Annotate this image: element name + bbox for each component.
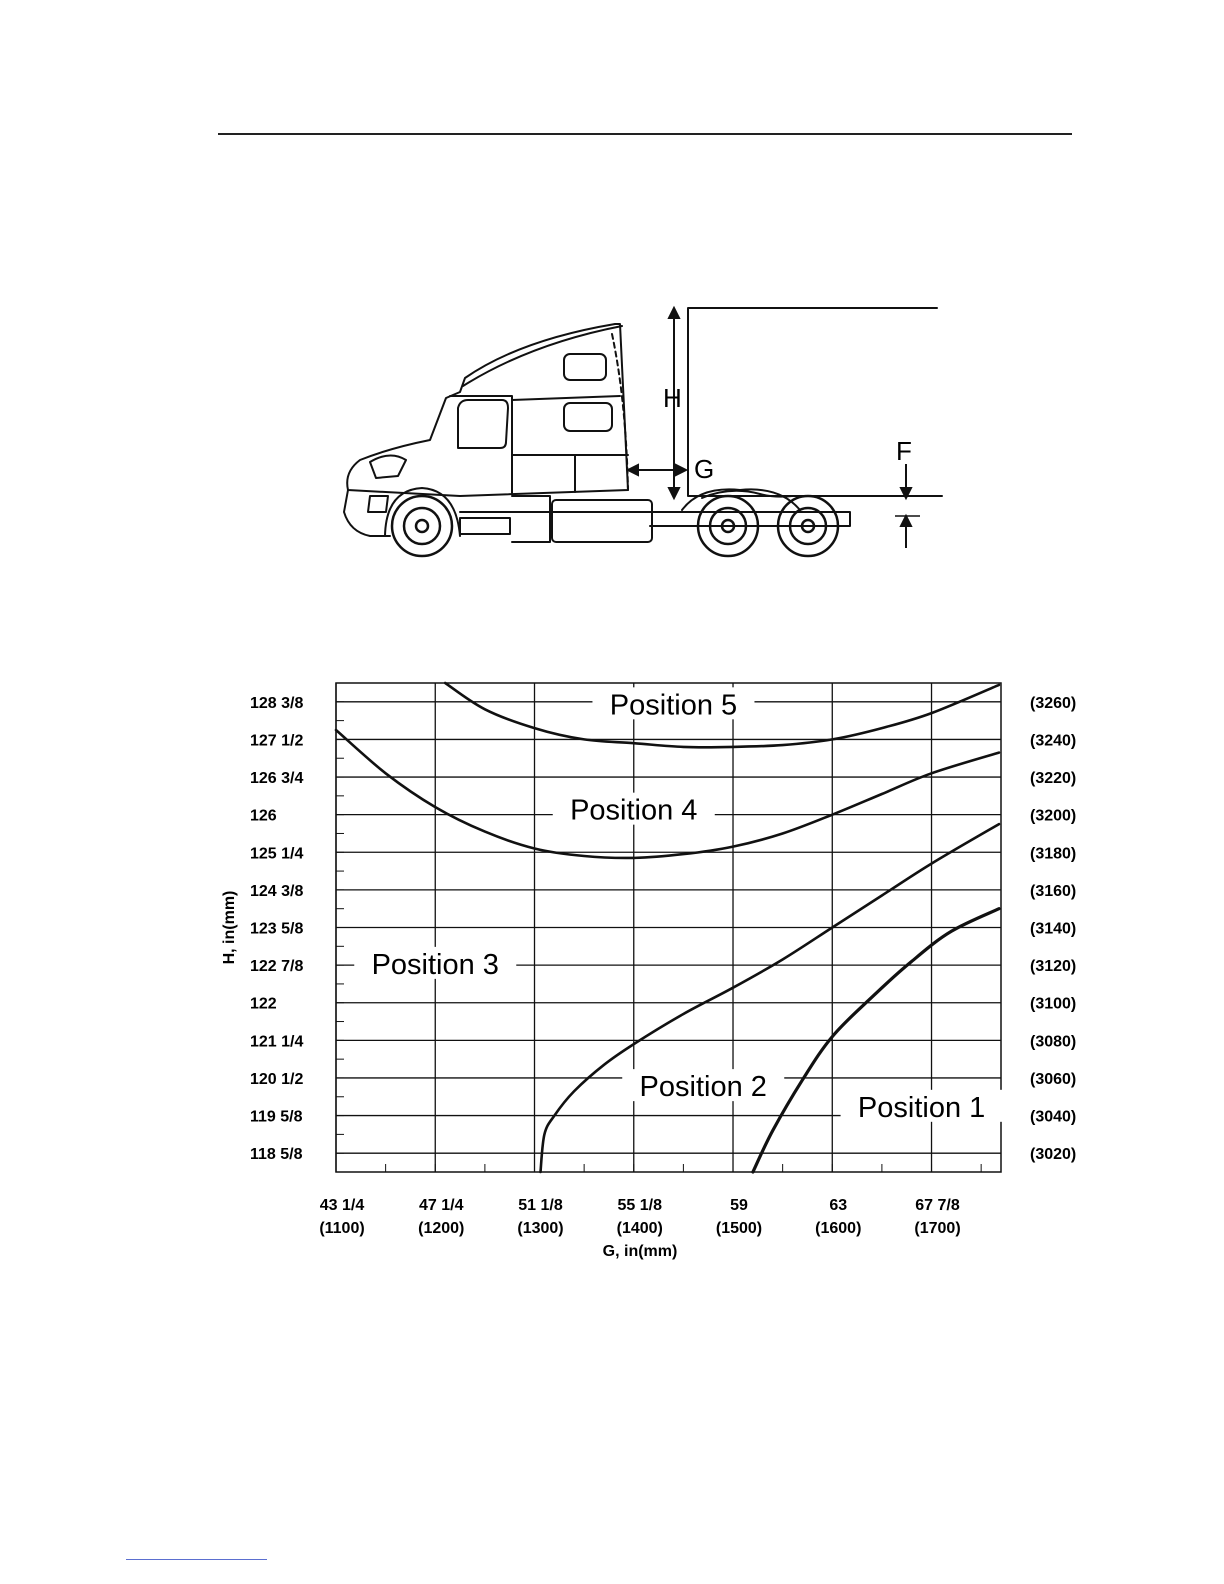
y-tick-label-mm: (3200) — [1030, 807, 1077, 825]
dimension-g-label: G — [694, 454, 715, 484]
y-tick-label: 122 — [250, 995, 277, 1013]
x-axis-label: G, in(mm) — [602, 1243, 678, 1260]
series-label-position-3: Position 3 — [371, 948, 499, 981]
y-tick-label: 126 3/4 — [250, 770, 304, 788]
y-tick-label: 120 1/2 — [250, 1070, 304, 1088]
position-chart — [200, 670, 1100, 1270]
x-tick-label: 63 — [829, 1197, 848, 1214]
series-label-position-5: Position 5 — [609, 689, 738, 722]
y-tick-label-mm: (3020) — [1030, 1146, 1077, 1164]
y-tick-label: 118 5/8 — [250, 1146, 303, 1164]
sleeper-line — [512, 396, 620, 400]
cab-rear-dashed — [612, 334, 628, 490]
series-label-position-2: Position 2 — [639, 1071, 767, 1104]
x-tick-label: 59 — [730, 1197, 748, 1214]
y-tick-label-mm: (3180) — [1030, 845, 1077, 863]
fuel-tank — [552, 500, 652, 542]
y-tick-label: 123 5/8 — [250, 920, 304, 938]
footer-link-rule — [126, 1559, 267, 1560]
x-tick-label: 47 1/4 — [419, 1197, 464, 1214]
y-tick-label: 124 3/8 — [250, 882, 304, 900]
dimension-f-label: F — [896, 436, 912, 466]
x-tick-label-mm: (1600) — [815, 1220, 862, 1237]
roof-fairing — [463, 326, 622, 386]
y-tick-label-mm: (3040) — [1030, 1108, 1077, 1126]
side-panel — [512, 496, 550, 542]
y-tick-label-mm: (3120) — [1030, 958, 1077, 976]
y-tick-label: 128 3/8 — [250, 694, 304, 712]
x-tick-label-mm: (1700) — [914, 1220, 961, 1237]
series-label-position-1: Position 1 — [857, 1091, 986, 1124]
y-tick-label-mm: (3220) — [1030, 770, 1077, 788]
y-tick-label-mm: (3140) — [1030, 920, 1077, 938]
y-tick-label-mm: (3260) — [1030, 694, 1077, 712]
y-tick-label-mm: (3240) — [1030, 732, 1077, 750]
y-tick-label: 125 1/4 — [250, 845, 304, 863]
cab-outline — [347, 324, 628, 496]
y-tick-label: 121 1/4 — [250, 1033, 304, 1051]
sleeper-window — [564, 403, 612, 431]
y-tick-label-mm: (3080) — [1030, 1033, 1077, 1051]
fog-light — [368, 496, 388, 512]
x-tick-label: 51 1/8 — [518, 1197, 563, 1214]
sleeper-panel — [512, 455, 628, 492]
headlight — [370, 455, 406, 478]
y-axis-label: H, in(mm) — [221, 890, 238, 965]
x-tick-label-mm: (1400) — [616, 1220, 663, 1237]
y-tick-label-mm: (3160) — [1030, 882, 1077, 900]
x-tick-label: 43 1/4 — [319, 1197, 365, 1214]
x-tick-label: 67 7/8 — [915, 1197, 960, 1214]
front-wheel — [392, 496, 452, 556]
cab-door — [450, 396, 512, 494]
x-tick-label-mm: (1500) — [715, 1220, 763, 1237]
step-box — [460, 518, 510, 534]
y-tick-label: 122 7/8 — [250, 958, 304, 976]
y-tick-label: 127 1/2 — [250, 732, 304, 750]
cab-window — [458, 400, 508, 448]
upper-window — [564, 354, 606, 380]
trailer-outline — [688, 308, 942, 496]
truck-dimension-diagram — [330, 300, 950, 570]
y-tick-label-mm: (3100) — [1030, 995, 1077, 1013]
header-rule — [218, 133, 1072, 135]
series-label-position-4: Position 4 — [570, 794, 698, 827]
y-tick-label-mm: (3060) — [1030, 1070, 1077, 1088]
dimension-h-label: H — [663, 383, 682, 413]
x-tick-label-mm: (1300) — [517, 1220, 564, 1237]
y-tick-label: 126 — [250, 807, 277, 825]
x-tick-label-mm: (1100) — [319, 1220, 365, 1237]
x-tick-label-mm: (1200) — [418, 1220, 465, 1237]
y-tick-label: 119 5/8 — [250, 1108, 303, 1126]
x-tick-label: 55 1/8 — [617, 1197, 663, 1214]
